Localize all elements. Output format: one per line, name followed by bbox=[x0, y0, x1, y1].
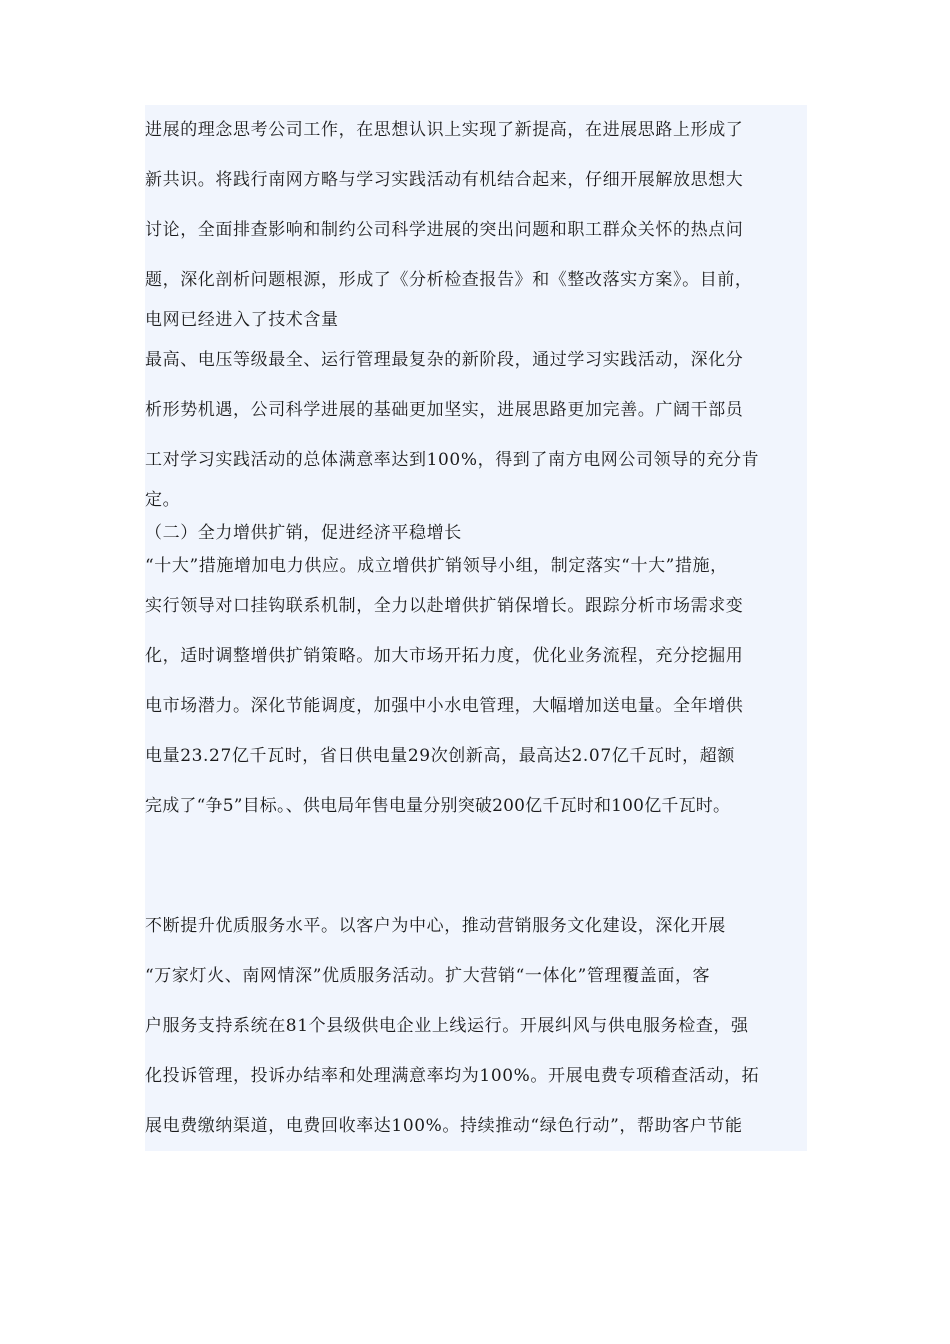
paragraph-line: 新共识。将践行南网方略与学习实践活动有机结合起来，仔细开展解放思想大 bbox=[145, 170, 744, 190]
paragraph-line: 电量23.27亿千瓦时，省日供电量29次创新高，最高达2.07亿千瓦时，超额 bbox=[145, 746, 735, 766]
paragraph-line: “十大”措施增加电力供应。成立增供扩销领导小组，制定落实“十大”措施， bbox=[145, 556, 728, 576]
section-heading: （二）全力增供扩销，促进经济平稳增长 bbox=[145, 523, 462, 543]
paragraph-line: 进展的理念思考公司工作，在思想认识上实现了新提高，在进展思路上形成了 bbox=[145, 120, 744, 140]
paragraph-line: 展电费缴纳渠道，电费回收率达100%。持续推动“绿色行动”，帮助客户节能 bbox=[145, 1116, 743, 1136]
paragraph-line: 化投诉管理，投诉办结率和处理满意率均为100%。开展电费专项稽查活动，拓 bbox=[145, 1066, 760, 1086]
paragraph-line: 户服务支持系统在81个县级供电企业上线运行。开展纠风与供电服务检查，强 bbox=[145, 1016, 749, 1036]
paragraph-line: 题，深化剖析问题根源，形成了《分析检查报告》和《整改落实方案》。目前， bbox=[145, 270, 753, 290]
paragraph-line: 电市场潜力。深化节能调度，加强中小水电管理，大幅增加送电量。全年增供 bbox=[145, 696, 744, 716]
paragraph-line: 定。 bbox=[145, 490, 181, 510]
paragraph-line: 最高、电压等级最全、运行管理最复杂的新阶段，通过学习实践活动，深化分 bbox=[145, 350, 744, 370]
paragraph-line: “万家灯火、南网情深”优质服务活动。扩大营销“一体化”管理覆盖面，客 bbox=[145, 966, 711, 986]
paragraph-line: 完成了“争5”目标。、供电局年售电量分别突破200亿千瓦时和100亿千瓦时。 bbox=[145, 796, 731, 816]
paragraph-gap bbox=[145, 831, 807, 901]
paragraph-line: 电网已经进入了技术含量 bbox=[145, 310, 339, 330]
paragraph-line: 不断提升优质服务水平。以客户为中心，推动营销服务文化建设，深化开展 bbox=[145, 916, 726, 936]
body-text bbox=[145, 105, 807, 1151]
paragraph-line: 实行领导对口挂钩联系机制，全力以赴增供扩销保增长。跟踪分析市场需求变 bbox=[145, 596, 744, 616]
paragraph-line: 讨论，全面排查影响和制约公司科学进展的突出问题和职工群众关怀的热点问 bbox=[145, 220, 744, 240]
paragraph-line: 析形势机遇，公司科学进展的基础更加坚实，进展思路更加完善。广阔干部员 bbox=[145, 400, 744, 420]
paragraph-line: 化，适时调整增供扩销策略。加大市场开拓力度，优化业务流程，充分挖掘用 bbox=[145, 646, 744, 666]
paragraph-line: 工对学习实践活动的总体满意率达到100%，得到了南方电网公司领导的充分肯 bbox=[145, 450, 760, 470]
